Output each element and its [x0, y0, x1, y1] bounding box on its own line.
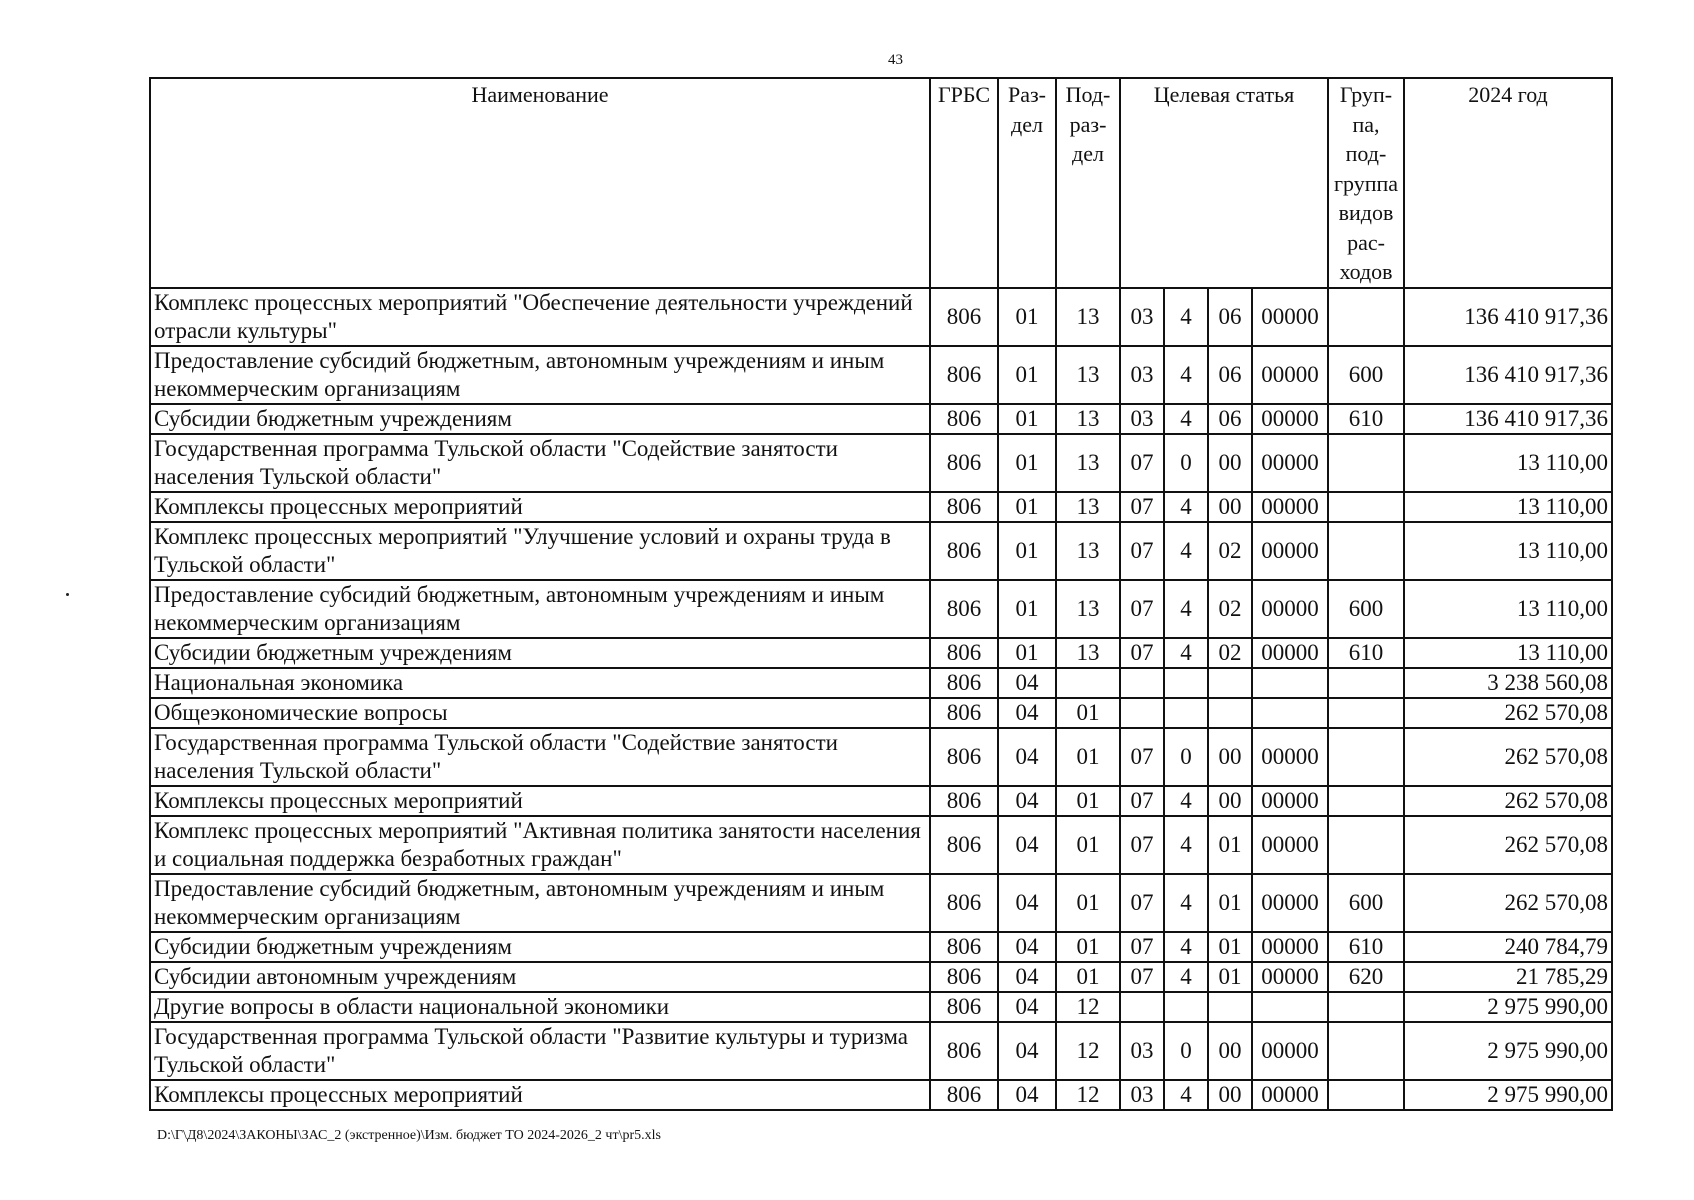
cell-target-direction: 00000	[1252, 434, 1328, 492]
cell-target-type: 4	[1164, 638, 1208, 668]
table-row	[150, 434, 1612, 492]
cell-amount-2024: 262 570,08	[1404, 816, 1612, 874]
cell-podrazdel: 13	[1056, 580, 1120, 638]
cell-grbs: 806	[930, 728, 998, 786]
table-row	[150, 492, 1612, 522]
cell-razdel: 04	[998, 1080, 1056, 1110]
cell-target-type: 4	[1164, 288, 1208, 346]
cell-grbs: 806	[930, 404, 998, 434]
cell-target-program: 07	[1120, 962, 1164, 992]
cell-expense-group: 610	[1328, 638, 1404, 668]
cell-name: Комплекс процессных мероприятий "Улучшение условий и охраны труда в Тульской области"	[150, 522, 930, 580]
cell-amount-2024: 21 785,29	[1404, 962, 1612, 992]
cell-razdel: 01	[998, 638, 1056, 668]
cell-target-direction: 00000	[1252, 288, 1328, 346]
table-row	[150, 728, 1612, 786]
cell-expense-group	[1328, 492, 1404, 522]
cell-target-program: 07	[1120, 580, 1164, 638]
cell-name: Предоставление субсидий бюджетным, автономным учреждениям и иным некоммерческим организациям	[150, 580, 930, 638]
header-expense-group: Груп- па, под- группа видов рас- ходов	[1328, 78, 1404, 288]
cell-grbs: 806	[930, 932, 998, 962]
cell-razdel: 04	[998, 962, 1056, 992]
cell-amount-2024: 136 410 917,36	[1404, 346, 1612, 404]
cell-podrazdel: 12	[1056, 1022, 1120, 1080]
cell-target-type: 4	[1164, 932, 1208, 962]
cell-target-program: 07	[1120, 816, 1164, 874]
cell-target-direction: 00000	[1252, 522, 1328, 580]
cell-razdel: 04	[998, 932, 1056, 962]
cell-target-subprogram: 00	[1208, 786, 1252, 816]
cell-target-program: 03	[1120, 1080, 1164, 1110]
cell-podrazdel: 13	[1056, 288, 1120, 346]
cell-grbs: 806	[930, 786, 998, 816]
cell-target-type: 4	[1164, 962, 1208, 992]
cell-name: Субсидии бюджетным учреждениям	[150, 404, 930, 434]
cell-grbs: 806	[930, 698, 998, 728]
cell-podrazdel: 01	[1056, 728, 1120, 786]
cell-razdel: 01	[998, 522, 1056, 580]
cell-target-program	[1120, 992, 1164, 1022]
table-row	[150, 1080, 1612, 1110]
header-grbs: ГРБС	[930, 78, 998, 288]
cell-podrazdel: 13	[1056, 434, 1120, 492]
cell-grbs: 806	[930, 1080, 998, 1110]
cell-podrazdel: 01	[1056, 816, 1120, 874]
cell-expense-group	[1328, 668, 1404, 698]
cell-name: Государственная программа Тульской области "Содействие занятости населения Тульской области"	[150, 434, 930, 492]
cell-target-direction: 00000	[1252, 492, 1328, 522]
cell-target-program: 07	[1120, 434, 1164, 492]
cell-target-direction: 00000	[1252, 728, 1328, 786]
cell-razdel: 04	[998, 698, 1056, 728]
cell-expense-group	[1328, 434, 1404, 492]
cell-name: Комплексы процессных мероприятий	[150, 492, 930, 522]
cell-grbs: 806	[930, 522, 998, 580]
cell-expense-group	[1328, 1022, 1404, 1080]
table-row	[150, 1022, 1612, 1080]
cell-target-subprogram: 01	[1208, 962, 1252, 992]
cell-target-direction	[1252, 668, 1328, 698]
cell-target-type: 4	[1164, 522, 1208, 580]
header-podrazdel: Под- раз- дел	[1056, 78, 1120, 288]
cell-amount-2024: 262 570,08	[1404, 698, 1612, 728]
cell-target-program: 03	[1120, 1022, 1164, 1080]
cell-razdel: 04	[998, 874, 1056, 932]
table-header-row	[150, 78, 1612, 288]
cell-razdel: 01	[998, 580, 1056, 638]
cell-grbs: 806	[930, 874, 998, 932]
cell-razdel: 04	[998, 816, 1056, 874]
cell-target-direction	[1252, 992, 1328, 1022]
header-target-article: Целевая статья	[1120, 78, 1328, 288]
cell-name: Национальная экономика	[150, 668, 930, 698]
cell-target-type: 4	[1164, 580, 1208, 638]
cell-target-direction: 00000	[1252, 786, 1328, 816]
cell-target-subprogram: 02	[1208, 522, 1252, 580]
cell-grbs: 806	[930, 492, 998, 522]
cell-podrazdel: 13	[1056, 404, 1120, 434]
cell-expense-group	[1328, 786, 1404, 816]
header-razdel: Раз- дел	[998, 78, 1056, 288]
cell-target-type: 4	[1164, 404, 1208, 434]
cell-target-subprogram: 01	[1208, 932, 1252, 962]
cell-razdel: 01	[998, 404, 1056, 434]
table-row	[150, 786, 1612, 816]
cell-grbs: 806	[930, 816, 998, 874]
cell-expense-group: 610	[1328, 404, 1404, 434]
table-row	[150, 932, 1612, 962]
table-body	[150, 288, 1612, 1110]
cell-target-program: 07	[1120, 786, 1164, 816]
cell-target-subprogram: 00	[1208, 434, 1252, 492]
cell-amount-2024: 262 570,08	[1404, 874, 1612, 932]
cell-podrazdel: 12	[1056, 992, 1120, 1022]
cell-target-program: 03	[1120, 288, 1164, 346]
table-row	[150, 962, 1612, 992]
cell-expense-group: 610	[1328, 932, 1404, 962]
cell-expense-group	[1328, 288, 1404, 346]
cell-grbs: 806	[930, 346, 998, 404]
cell-podrazdel: 13	[1056, 346, 1120, 404]
cell-target-program: 07	[1120, 932, 1164, 962]
cell-podrazdel: 01	[1056, 962, 1120, 992]
budget-table	[149, 77, 1613, 1111]
cell-amount-2024: 262 570,08	[1404, 728, 1612, 786]
cell-target-subprogram: 00	[1208, 728, 1252, 786]
cell-name: Субсидии бюджетным учреждениям	[150, 638, 930, 668]
cell-amount-2024: 262 570,08	[1404, 786, 1612, 816]
cell-target-subprogram: 02	[1208, 580, 1252, 638]
cell-name: Государственная программа Тульской области "Содействие занятости населения Тульской области"	[150, 728, 930, 786]
cell-target-direction: 00000	[1252, 1022, 1328, 1080]
cell-target-subprogram: 00	[1208, 1080, 1252, 1110]
cell-target-type: 0	[1164, 728, 1208, 786]
cell-expense-group	[1328, 522, 1404, 580]
cell-target-direction: 00000	[1252, 932, 1328, 962]
cell-target-program: 03	[1120, 346, 1164, 404]
cell-podrazdel: 01	[1056, 932, 1120, 962]
cell-podrazdel: 12	[1056, 1080, 1120, 1110]
cell-target-subprogram: 01	[1208, 874, 1252, 932]
cell-amount-2024: 13 110,00	[1404, 580, 1612, 638]
cell-target-direction: 00000	[1252, 874, 1328, 932]
table-row	[150, 668, 1612, 698]
cell-target-direction: 00000	[1252, 580, 1328, 638]
cell-razdel: 04	[998, 1022, 1056, 1080]
cell-target-type: 4	[1164, 1080, 1208, 1110]
cell-name: Субсидии автономным учреждениям	[150, 962, 930, 992]
cell-razdel: 01	[998, 492, 1056, 522]
cell-grbs: 806	[930, 1022, 998, 1080]
table-row	[150, 992, 1612, 1022]
cell-amount-2024: 2 975 990,00	[1404, 992, 1612, 1022]
cell-amount-2024: 13 110,00	[1404, 492, 1612, 522]
cell-amount-2024: 240 784,79	[1404, 932, 1612, 962]
table-row	[150, 404, 1612, 434]
cell-expense-group	[1328, 698, 1404, 728]
cell-target-type: 4	[1164, 786, 1208, 816]
table-row	[150, 288, 1612, 346]
cell-expense-group: 600	[1328, 580, 1404, 638]
cell-target-type: 4	[1164, 346, 1208, 404]
cell-amount-2024: 13 110,00	[1404, 434, 1612, 492]
cell-razdel: 04	[998, 786, 1056, 816]
cell-razdel: 04	[998, 728, 1056, 786]
page-number: 43	[888, 52, 903, 68]
cell-target-direction: 00000	[1252, 1080, 1328, 1110]
cell-grbs: 806	[930, 580, 998, 638]
cell-target-subprogram: 01	[1208, 816, 1252, 874]
file-path-footer: D:\Г\Д8\2024\ЗАКОНЫ\ЗАС_2 (экстренное)\Изм. бюджет ТО 2024-2026_2 чт\pr5.xls	[157, 1128, 661, 1143]
cell-podrazdel	[1056, 668, 1120, 698]
cell-target-program: 07	[1120, 874, 1164, 932]
cell-podrazdel: 13	[1056, 638, 1120, 668]
cell-name: Комплексы процессных мероприятий	[150, 786, 930, 816]
cell-podrazdel: 01	[1056, 786, 1120, 816]
cell-podrazdel: 13	[1056, 522, 1120, 580]
cell-grbs: 806	[930, 992, 998, 1022]
cell-amount-2024: 13 110,00	[1404, 522, 1612, 580]
table-row	[150, 522, 1612, 580]
cell-target-program: 07	[1120, 638, 1164, 668]
cell-name: Комплекс процессных мероприятий "Обеспечение деятельности учреждений отрасли культуры"	[150, 288, 930, 346]
cell-podrazdel: 01	[1056, 698, 1120, 728]
table-row	[150, 816, 1612, 874]
cell-expense-group: 620	[1328, 962, 1404, 992]
cell-grbs: 806	[930, 668, 998, 698]
cell-target-type: 4	[1164, 874, 1208, 932]
cell-target-direction: 00000	[1252, 404, 1328, 434]
cell-target-subprogram: 02	[1208, 638, 1252, 668]
cell-target-subprogram: 06	[1208, 346, 1252, 404]
cell-target-type: 4	[1164, 492, 1208, 522]
cell-expense-group: 600	[1328, 346, 1404, 404]
header-name: Наименование	[150, 78, 930, 288]
cell-target-program	[1120, 698, 1164, 728]
table-row	[150, 580, 1612, 638]
cell-name: Общеэкономические вопросы	[150, 698, 930, 728]
cell-target-direction: 00000	[1252, 962, 1328, 992]
cell-grbs: 806	[930, 638, 998, 668]
cell-name: Предоставление субсидий бюджетным, автономным учреждениям и иным некоммерческим организациям	[150, 346, 930, 404]
cell-target-subprogram: 06	[1208, 288, 1252, 346]
cell-target-subprogram	[1208, 698, 1252, 728]
cell-target-type	[1164, 698, 1208, 728]
cell-target-subprogram: 00	[1208, 492, 1252, 522]
cell-grbs: 806	[930, 288, 998, 346]
cell-name: Государственная программа Тульской области "Развитие культуры и туризма Тульской области"	[150, 1022, 930, 1080]
cell-amount-2024: 3 238 560,08	[1404, 668, 1612, 698]
cell-razdel: 01	[998, 434, 1056, 492]
cell-expense-group: 600	[1328, 874, 1404, 932]
cell-target-direction	[1252, 698, 1328, 728]
cell-podrazdel: 13	[1056, 492, 1120, 522]
cell-target-subprogram	[1208, 668, 1252, 698]
cell-expense-group	[1328, 816, 1404, 874]
table-row	[150, 346, 1612, 404]
cell-expense-group	[1328, 992, 1404, 1022]
cell-target-direction: 00000	[1252, 638, 1328, 668]
cell-amount-2024: 136 410 917,36	[1404, 404, 1612, 434]
cell-target-type: 4	[1164, 816, 1208, 874]
cell-expense-group	[1328, 728, 1404, 786]
cell-target-program: 07	[1120, 522, 1164, 580]
cell-target-program: 07	[1120, 492, 1164, 522]
cell-target-type	[1164, 992, 1208, 1022]
cell-amount-2024: 13 110,00	[1404, 638, 1612, 668]
table-row	[150, 874, 1612, 932]
cell-target-subprogram: 06	[1208, 404, 1252, 434]
cell-podrazdel: 01	[1056, 874, 1120, 932]
header-year-2024: 2024 год	[1404, 78, 1612, 288]
cell-target-type: 0	[1164, 434, 1208, 492]
cell-amount-2024: 136 410 917,36	[1404, 288, 1612, 346]
table-row	[150, 698, 1612, 728]
cell-name: Комплекс процессных мероприятий "Активная политика занятости населения и социальная поддержка безработных граждан"	[150, 816, 930, 874]
cell-razdel: 01	[998, 346, 1056, 404]
cell-target-type: 0	[1164, 1022, 1208, 1080]
table-row	[150, 638, 1612, 668]
cell-name: Субсидии бюджетным учреждениям	[150, 932, 930, 962]
cell-expense-group	[1328, 1080, 1404, 1110]
cell-razdel: 04	[998, 668, 1056, 698]
cell-name: Предоставление субсидий бюджетным, автономным учреждениям и иным некоммерческим организациям	[150, 874, 930, 932]
cell-target-direction: 00000	[1252, 816, 1328, 874]
cell-razdel: 04	[998, 992, 1056, 1022]
cell-razdel: 01	[998, 288, 1056, 346]
cell-target-subprogram: 00	[1208, 1022, 1252, 1080]
cell-target-direction: 00000	[1252, 346, 1328, 404]
cell-target-type	[1164, 668, 1208, 698]
cell-grbs: 806	[930, 434, 998, 492]
cell-amount-2024: 2 975 990,00	[1404, 1080, 1612, 1110]
cell-name: Комплексы процессных мероприятий	[150, 1080, 930, 1110]
cell-name: Другие вопросы в области национальной экономики	[150, 992, 930, 1022]
cell-grbs: 806	[930, 962, 998, 992]
cell-target-program: 07	[1120, 728, 1164, 786]
cell-amount-2024: 2 975 990,00	[1404, 1022, 1612, 1080]
cell-target-subprogram	[1208, 992, 1252, 1022]
margin-mark	[66, 593, 69, 596]
cell-target-program	[1120, 668, 1164, 698]
cell-target-program: 03	[1120, 404, 1164, 434]
